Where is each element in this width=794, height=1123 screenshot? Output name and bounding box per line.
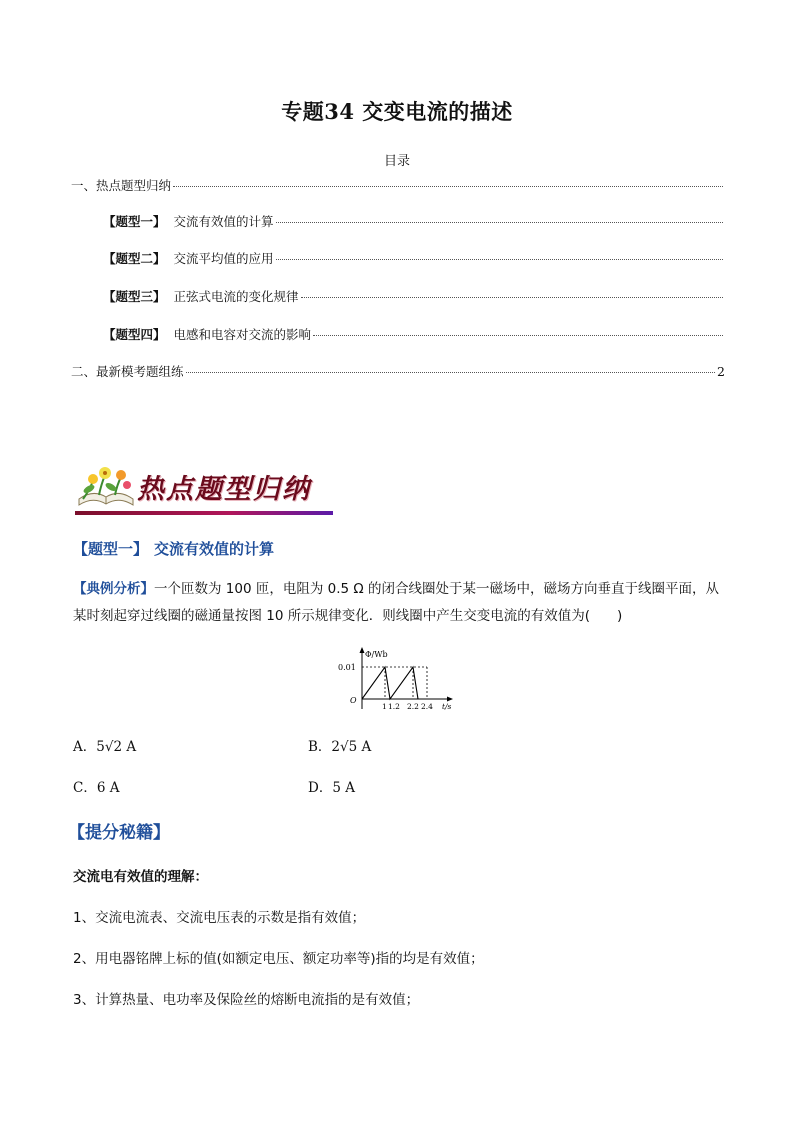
section-tag: 【题型一】 (73, 540, 149, 558)
section-heading (73, 538, 274, 559)
y-tick-label: 0.01 (338, 663, 356, 672)
example-paragraph (73, 576, 723, 630)
page-title: 专题34 交变电流的描述 (281, 99, 513, 124)
toc-label: 电感和电容对交流的影响 (173, 327, 312, 342)
origin-label: O (350, 696, 357, 705)
option-value: 5√2 A (96, 739, 137, 755)
toc-tag: 【题型三】 (103, 289, 166, 304)
toc-item-hot-types[interactable] (71, 176, 725, 194)
toc-leader (186, 372, 716, 373)
option-c[interactable] (73, 776, 119, 796)
x-axis-arrow (447, 697, 453, 702)
option-value: 5 A (332, 780, 355, 796)
banner-title: 热点题型归纳 (137, 474, 311, 505)
x-tick-label: 1.2 (388, 702, 400, 711)
y-axis-label: Φ/Wb (365, 650, 388, 659)
flux-curve (362, 667, 418, 699)
toc-item-type-1[interactable] (103, 212, 725, 230)
toc-label: 正弦式电流的变化规律 (173, 289, 299, 304)
option-letter: D． (308, 780, 333, 796)
x-tick-label: 2.4 (421, 702, 433, 711)
toc-item-type-3[interactable] (103, 287, 725, 305)
option-value: 2√5 A (331, 739, 372, 755)
toc-label: 交流有效值的计算 (173, 214, 274, 229)
toc-leader (173, 186, 723, 187)
book-flowers-icon (75, 463, 137, 513)
tip-point-3: 3、计算热量、电功率及保险丝的熔断电流指的是有效值； (73, 992, 420, 1008)
option-letter: A． (73, 739, 97, 755)
option-d[interactable] (308, 776, 355, 796)
toc-leader (276, 222, 723, 223)
section-title: 交流有效值的计算 (154, 540, 275, 558)
x-tick-label: 2.2 (407, 702, 419, 711)
toc-tag: 【题型一】 (103, 214, 166, 229)
tip-point-1: 1、交流电流表、交流电压表的示数是指有效值； (73, 910, 366, 926)
toc-leader (313, 335, 723, 336)
example-text-line1: 一个匝数为 100 匝，电阻为 0.5 Ω 的闭合线圈处于某一磁场中，磁场方向垂直于线圈平面，从 (154, 581, 720, 597)
toc-item-type-4[interactable] (103, 325, 725, 343)
flux-time-graph (335, 645, 460, 715)
toc-item-type-2[interactable] (103, 249, 725, 267)
x-axis-label: t/s (442, 702, 452, 711)
toc-label: 交流平均值的应用 (173, 251, 274, 266)
tips-subheading: 交流电有效值的理解： (73, 869, 208, 885)
toc-label: 二、最新模考题组练 (71, 364, 184, 379)
option-value: 6 A (96, 780, 120, 796)
toc-label: 一、热点题型归纳 (71, 178, 172, 193)
section-banner (75, 463, 333, 517)
option-letter: B． (308, 739, 332, 755)
y-axis-arrow (360, 647, 365, 653)
tip-point-2: 2、用电器铭牌上标的值(如额定电压、额定功率等)指的均是有效值； (73, 951, 484, 967)
banner-underline (75, 511, 333, 515)
toc-page: 2 (717, 364, 725, 379)
example-tag: 【典例分析】 (73, 581, 154, 597)
option-letter: C． (73, 780, 97, 796)
x-tick-label: 1 (382, 702, 387, 711)
option-b[interactable] (308, 735, 371, 755)
example-text-line2: 某时刻起穿过线圈的磁通量按图 10 所示规律变化．则线圈中产生交变电流的有效值为( ) (73, 608, 623, 624)
toc-heading: 目录 (383, 154, 410, 169)
option-a[interactable] (73, 735, 136, 755)
toc-leader (301, 297, 723, 298)
toc-leader (276, 259, 723, 260)
toc-item-exam-practice[interactable] (71, 362, 725, 380)
toc-tag: 【题型四】 (103, 327, 166, 342)
tips-heading: 【提分秘籍】 (68, 823, 170, 843)
toc-tag: 【题型二】 (103, 251, 166, 266)
